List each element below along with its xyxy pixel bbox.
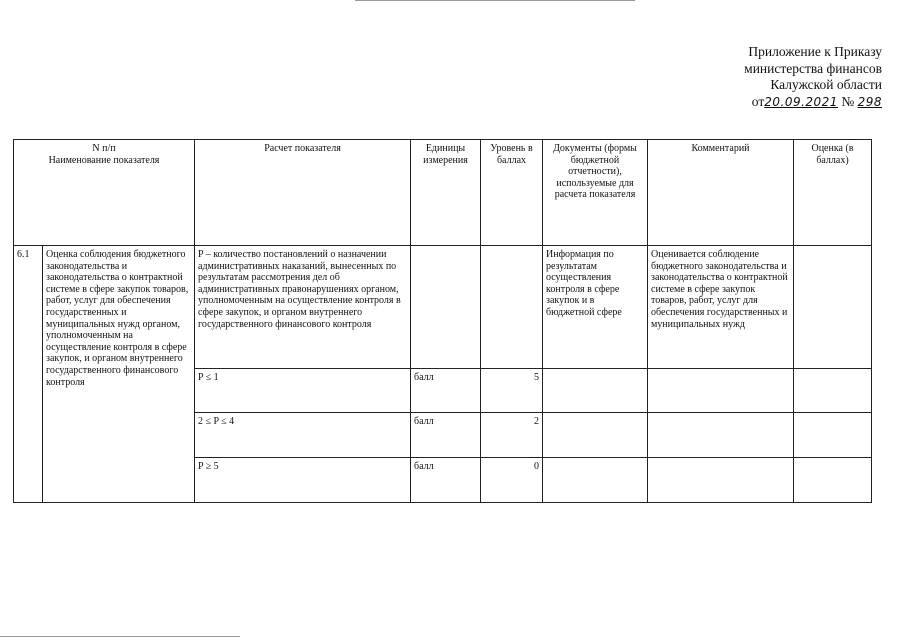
documents-cell: Информация по результатам осуществления контроля в сфере закупок и в бюджетной сфере [543,246,648,369]
indicator-name: Оценка соблюдения бюджетного законодательства и законодательства о контрактной системе в сфере закупок товаров, работ, услуг для обеспечения государственных и муниципальных нужд органом, уполномоченным на осуществление контроля в сфере закупок, и органом внутреннего государственного финансового контроля [43,246,195,503]
condition-cell: P ≤ 1 [195,369,411,413]
header-line-1: Приложение к Приказу [748,44,882,59]
table-header-row [14,140,872,246]
score-cell [794,246,872,369]
row-number: 6.1 [14,246,43,503]
header-documents: Документы (формы бюджетной отчетности), используемые для расчета показателя [543,140,648,246]
header-line-2: министерства финансов [744,60,882,76]
header-comment: Комментарий [648,140,794,246]
comment-cell-empty [648,413,794,458]
header-indicator-name: Наименование показателя [48,154,160,166]
documents-cell-empty [543,369,648,413]
order-number: 298 [857,94,882,109]
header-date-line [682,94,882,111]
score-cell [794,413,872,458]
level-cell-empty [481,246,543,369]
scan-edge-top [355,0,635,1]
calculation-description: P – количество постановлений о назначении административных наказаний, вынесенных по результатам рассмотрения дел об административных правонарушениях органом, уполномоченным на осуществление контроля в сфере закупок, и органом внутреннего государственного финансового контроля [195,246,411,369]
table-row [14,246,872,369]
unit-cell: балл [411,413,481,458]
header-line-3: Калужской области [770,77,882,92]
number-prefix: № [841,93,855,109]
level-cell: 5 [481,369,543,413]
header-units: Единицы измерения [411,140,481,246]
score-cell [794,458,872,503]
comment-cell: Оценивается соблюдение бюджетного законодательства и законодательства о контрактной системе в сфере закупок товаров, работ, услуг для обеспечения государственных и муниципальных нужд [648,246,794,369]
approval-header [682,44,882,110]
header-score: Оценка (в баллах) [794,140,872,246]
header-calculation: Расчет показателя [195,140,411,246]
condition-cell: 2 ≤ P ≤ 4 [195,413,411,458]
level-cell: 0 [481,458,543,503]
scan-edge-bottom [0,636,240,637]
header-no-name [14,140,195,246]
date-prefix: от [751,93,765,109]
comment-cell-empty [648,369,794,413]
header-level: Уровень в баллах [481,140,543,246]
indicator-table [13,139,872,503]
level-cell: 2 [481,413,543,458]
header-no: N п/п [92,143,116,154]
unit-cell: балл [411,458,481,503]
condition-cell: P ≥ 5 [195,458,411,503]
score-cell [794,369,872,413]
documents-cell-empty [543,458,648,503]
comment-cell-empty [648,458,794,503]
unit-cell: балл [411,369,481,413]
order-date: 20.09.2021 [764,94,838,109]
units-cell-empty [411,246,481,369]
documents-cell-empty [543,413,648,458]
